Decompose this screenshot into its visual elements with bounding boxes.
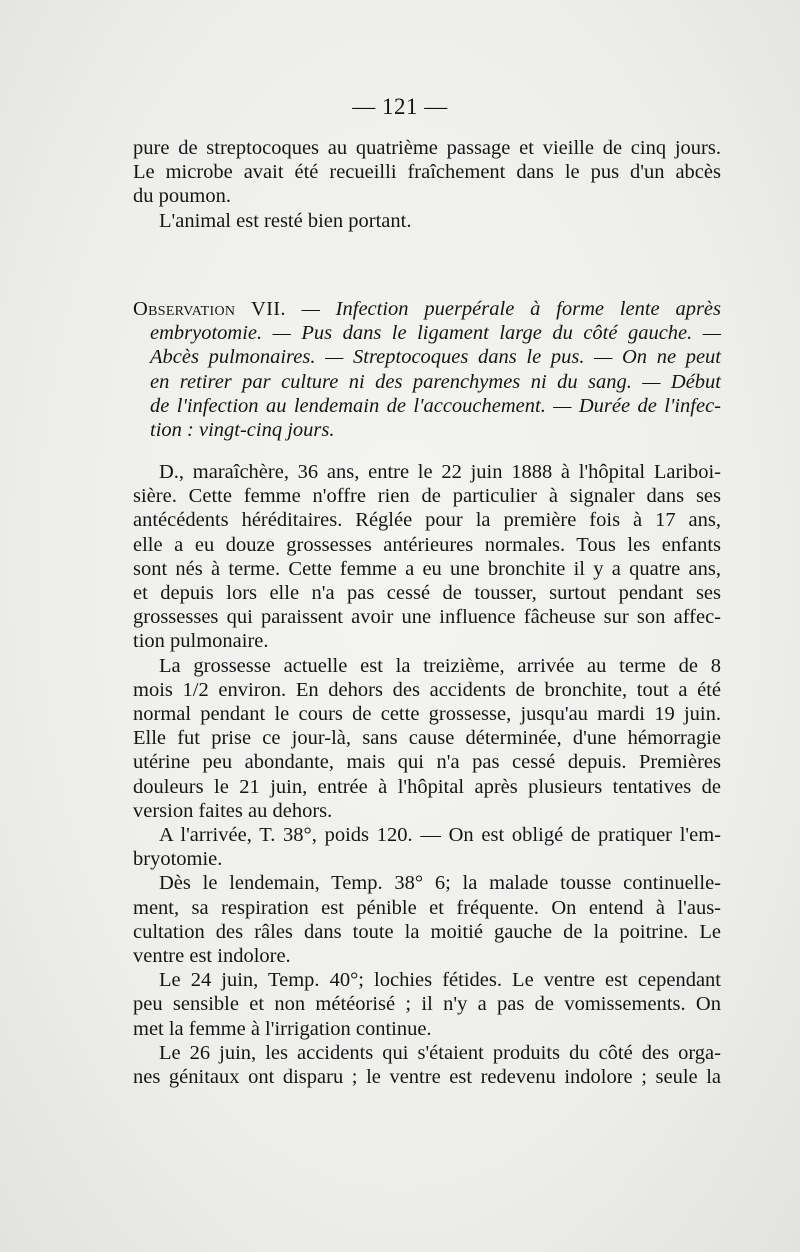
text-line: mois 1/2 environ. En dehors des accidents de bronchite, tout a été [133,678,721,701]
text-line: ment, sa respiration est pénible et fréquente. On entend à l'aus- [133,896,721,919]
text-line: ventre est indolore. [133,945,291,968]
text-line: elle a eu douze grossesses antérieures normales. Tous les enfants [133,533,721,556]
text-line: sière. Cette femme n'offre rien de particulier à signaler dans ses [133,485,721,508]
text-line: de l'infection au lendemain de l'accouchement. — Durée de l'infec- [150,394,721,417]
text-line: Dès le lendemain, Temp. 38° 6; la malade tousse continuelle- [159,872,721,895]
text-line: pure de streptocoques au quatrième passage et vieille de cinq jours. [133,137,721,159]
text-line: tion pulmonaire. [133,630,269,653]
page-number: — 121 — [352,94,448,119]
text-line: antécédents héréditaires. Réglée pour la première fois à 17 ans, [133,509,721,532]
text-line: douleurs le 21 juin, entrée à l'hôpital après plusieurs tentatives de [133,775,721,798]
text-line: sont nés à terme. Cette femme a eu une bronchite il y a quatre ans, [133,557,721,580]
text-line: Le microbe avait été recueilli fraîchement dans le pus d'un abcès [133,161,721,184]
text-line: bryotomie. [133,848,223,871]
text-line: peu sensible et non météorisé ; il n'y a pas de vomissements. On [133,993,721,1016]
observation-heading [133,297,721,442]
text-line: Le 24 juin, Temp. 40°; lochies fétides. Le ventre est cependant [159,969,721,992]
text-line: met la femme à l'irrigation continue. [133,1017,432,1040]
text-line: Elle fut prise ce jour-là, sans cause déterminée, d'une hémorragie [133,727,721,750]
observation-label: Observation VII. [133,298,286,320]
text-line: Abcès pulmonaires. — Streptocoques dans le pus. — On ne peut [150,346,721,369]
text-line: La grossesse actuelle est la treizième, arrivée au terme de 8 [159,654,721,677]
case-body [133,460,721,1089]
text-line: L'animal est resté bien portant. [159,209,412,232]
text-line: nes génitaux ont disparu ; le ventre est redevenu indolore ; seule la [133,1066,721,1089]
text-line: cultation des râles dans toute la moitié gauche de la poitrine. Le [133,920,721,943]
text-line: du poumon. [133,185,231,208]
text-line: Le 26 juin, les accidents qui s'étaient produits du côté des orga- [159,1041,721,1064]
text-line: utérine peu abondante, mais qui n'a pas cessé depuis. Premières [133,751,721,774]
text-line: A l'arrivée, T. 38°, poids 120. — On est obligé de pratiquer l'em- [159,824,721,847]
text-line: et depuis lors elle n'a pas cessé de tousser, surtout pendant ses [133,582,721,605]
text-line: D., maraîchère, 36 ans, entre le 22 juin 1888 à l'hôpital Lariboi- [159,461,721,483]
text-line: normal pendant le cours de cette grossesse, jusqu'au mardi 19 juin. [133,703,721,726]
text-line: grossesses qui paraissent avoir une influence fâcheuse sur son affec- [133,606,721,629]
observation-title: — Infection puerpérale à forme lente après [301,298,721,320]
text-line: en retirer par culture ni des parenchymes ni du sang. — Début [150,370,721,393]
intro-paragraph [133,136,721,233]
text-line: embryotomie. — Pus dans le ligament large du côté gauche. — [150,322,721,345]
text-line [133,297,721,321]
text-line: tion : vingt-cinq jours. [150,419,335,442]
text-line: version faites au dehors. [133,799,333,822]
